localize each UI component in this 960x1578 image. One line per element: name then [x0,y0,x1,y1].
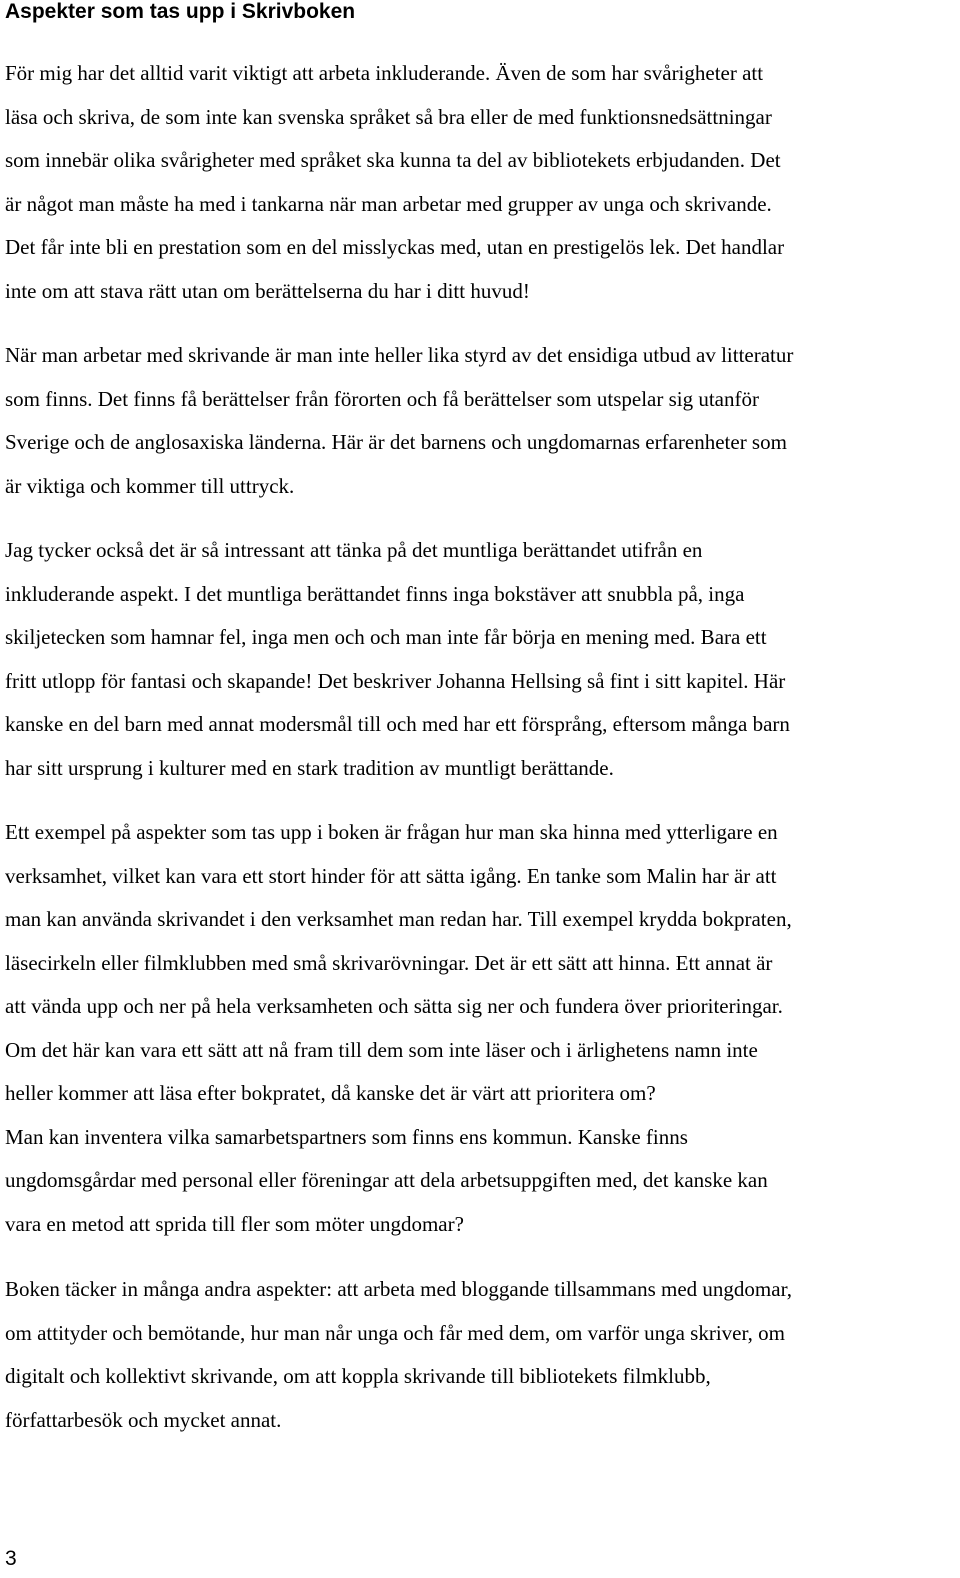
paragraph-inclusive-work: För mig har det alltid varit viktigt att arbeta inkluderande. Även de som har svårigheter att läsa och skriva, de som inte kan svenska språket så bra eller de med funktionsnedsättningar som innebär olika svårigheter med språket ska kunna ta del av bibliotekets erbjudanden. Det är något man måste ha med i tankarna när man arbetar med grupper av unga och skrivande. Det får inte bli en prestation som en del misslyckas med, utan en prestigelös lek. Det handlar inte om att stava rätt utan om berättelserna du har i ditt huvud! [5,61,785,303]
section-heading: Aspekter som tas upp i Skrivboken [5,0,356,23]
paragraph-other-aspects: Boken täcker in många andra aspekter: att arbeta med bloggande tillsammans med ungdomar, om attityder och bemötande, hur man når unga och får med dem, om varför unga skriver, om digitalt och kollektivt skrivande, om att koppla skrivande till bibliotekets filmklubb, författarbesök och mycket annat. [5,1277,792,1432]
document-page [5,0,953,1432]
paragraph-oral-storytelling: Jag tycker också det är så intressant att tänka på det muntliga berättandet utifrån en inkluderande aspekt. I det muntliga berättandet finns inga bokstäver att snubbla på, inga skiljetecken som hamnar fel, inga men och och man inte får börja en mening med. Bara ett fritt utlopp för fantasi och skapande! Det beskriver Johanna Hellsing så fint i sitt kapitel. Här kanske en del barn med annat modersmål till och med har ett försprång, eftersom många barn har sitt ursprung i kulturer med en stark tradition av muntligt berättande. [5,538,790,780]
paragraph-example-aspects: Ett exempel på aspekter som tas upp i boken är frågan hur man ska hinna med ytterligare en verksamhet, vilket kan vara ett stort hinder för att sätta igång. En tanke som Malin har är att man kan använda skrivandet i den verksamhet man redan har. Till exempel krydda bokpraten, läsecirkeln eller filmklubben med små skrivarövningar. Det är ett sätt att hinna. Ett annat är att vända upp och ner på hela verksamheten och sätta sig ner och fundera över prioriteringar. Om det här kan vara ett sätt att nå fram till dem som inte läser och i ärlighetens namn inte heller kommer att läsa efter bokpratet, då kanske det är värt att prioritera om? Man kan inventera vilka samarbetspartners som finns ens kommun. Kanske finns ungdomsgårdar med personal eller föreningar att dela arbetsuppgiften med, det kanske kan vara en metod att sprida till fler som möter ungdomar? [5,820,792,1236]
paragraph-literature-diversity: När man arbetar med skrivande är man inte heller lika styrd av det ensidiga utbud av litteratur som finns. Det finns få berättelser från förorten och få berättelser som utspelar sig utanför Sverige och de anglosaxiska länderna. Här är det barnens och ungdomarnas erfarenheter som är viktiga och kommer till uttryck. [5,343,794,498]
page-number: 3 [5,1547,17,1570]
